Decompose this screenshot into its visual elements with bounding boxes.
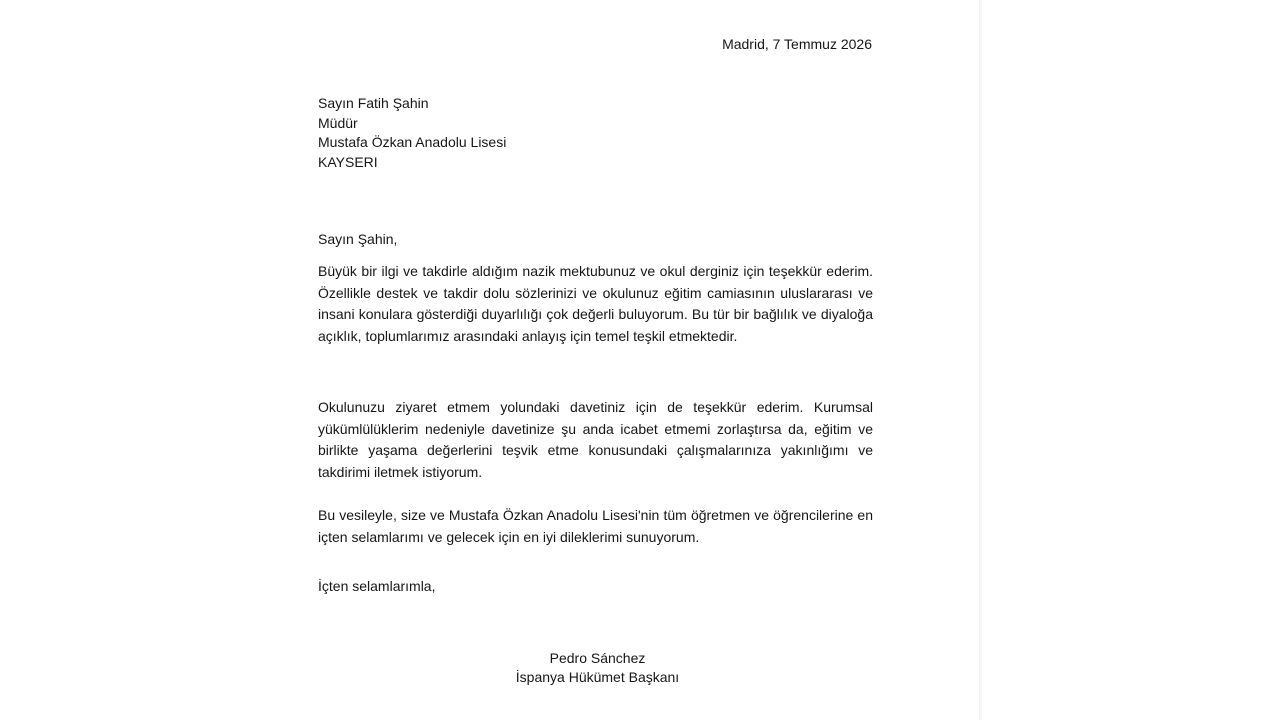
recipient-institution: Mustafa Özkan Anadolu Lisesi [318, 134, 507, 150]
signatory-title: İspanya Hükümet Başkanı [515, 669, 680, 685]
recipient-city: KAYSERI [318, 153, 378, 170]
paragraph-invitation: Okulunuzu ziyaret etmem yolundaki davetiniz için de teşekkür ederim. Kurumsal yükümlülüklerim nedeniyle davetinize şu anda icabet etmemi zorlaştırsa da, eğitim ve birlikte yaşama değerlerini teşvik etme konusundaki çalışmalarınıza yakınlığımı ve takdirimi iletmek istiyorum. [318, 399, 873, 480]
recipient-name: Sayın Fatih Şahin [318, 95, 429, 111]
signatory-name: Pedro Sánchez [549, 650, 646, 666]
paragraph-thanks: Büyük bir ilgi ve takdirle aldığım nazik mektubunuz ve okul derginiz için teşekkür ederim. Özellikle destek ve takdir dolu sözlerinizi ve okulunuz eğitim camiasının uluslararası ve insani konulara gösterdiği duyarlılığı çok değerli buluyorum. Bu tür bir bağlılık ve diyaloğa açıklık, toplumlarımız arasındaki anlayış için temel teşkil etmektedir. [318, 263, 873, 344]
salutation: Sayın Şahin, [318, 231, 398, 247]
paragraph-greetings: Bu vesileyle, size ve Mustafa Özkan Anadolu Lisesi'nin tüm öğretmen ve öğrencilerine en içten selamlarımı ve gelecek için en iyi dileklerimi sunuyorum. [318, 507, 873, 545]
closing: İçten selamlarımla, [318, 578, 436, 594]
signature-block [505, 649, 690, 687]
recipient-title: Müdür [318, 114, 358, 131]
recipient-address [318, 94, 506, 172]
paper-edge [979, 0, 982, 720]
date-line: Madrid, 7 Temmuz 2026 [722, 36, 872, 52]
